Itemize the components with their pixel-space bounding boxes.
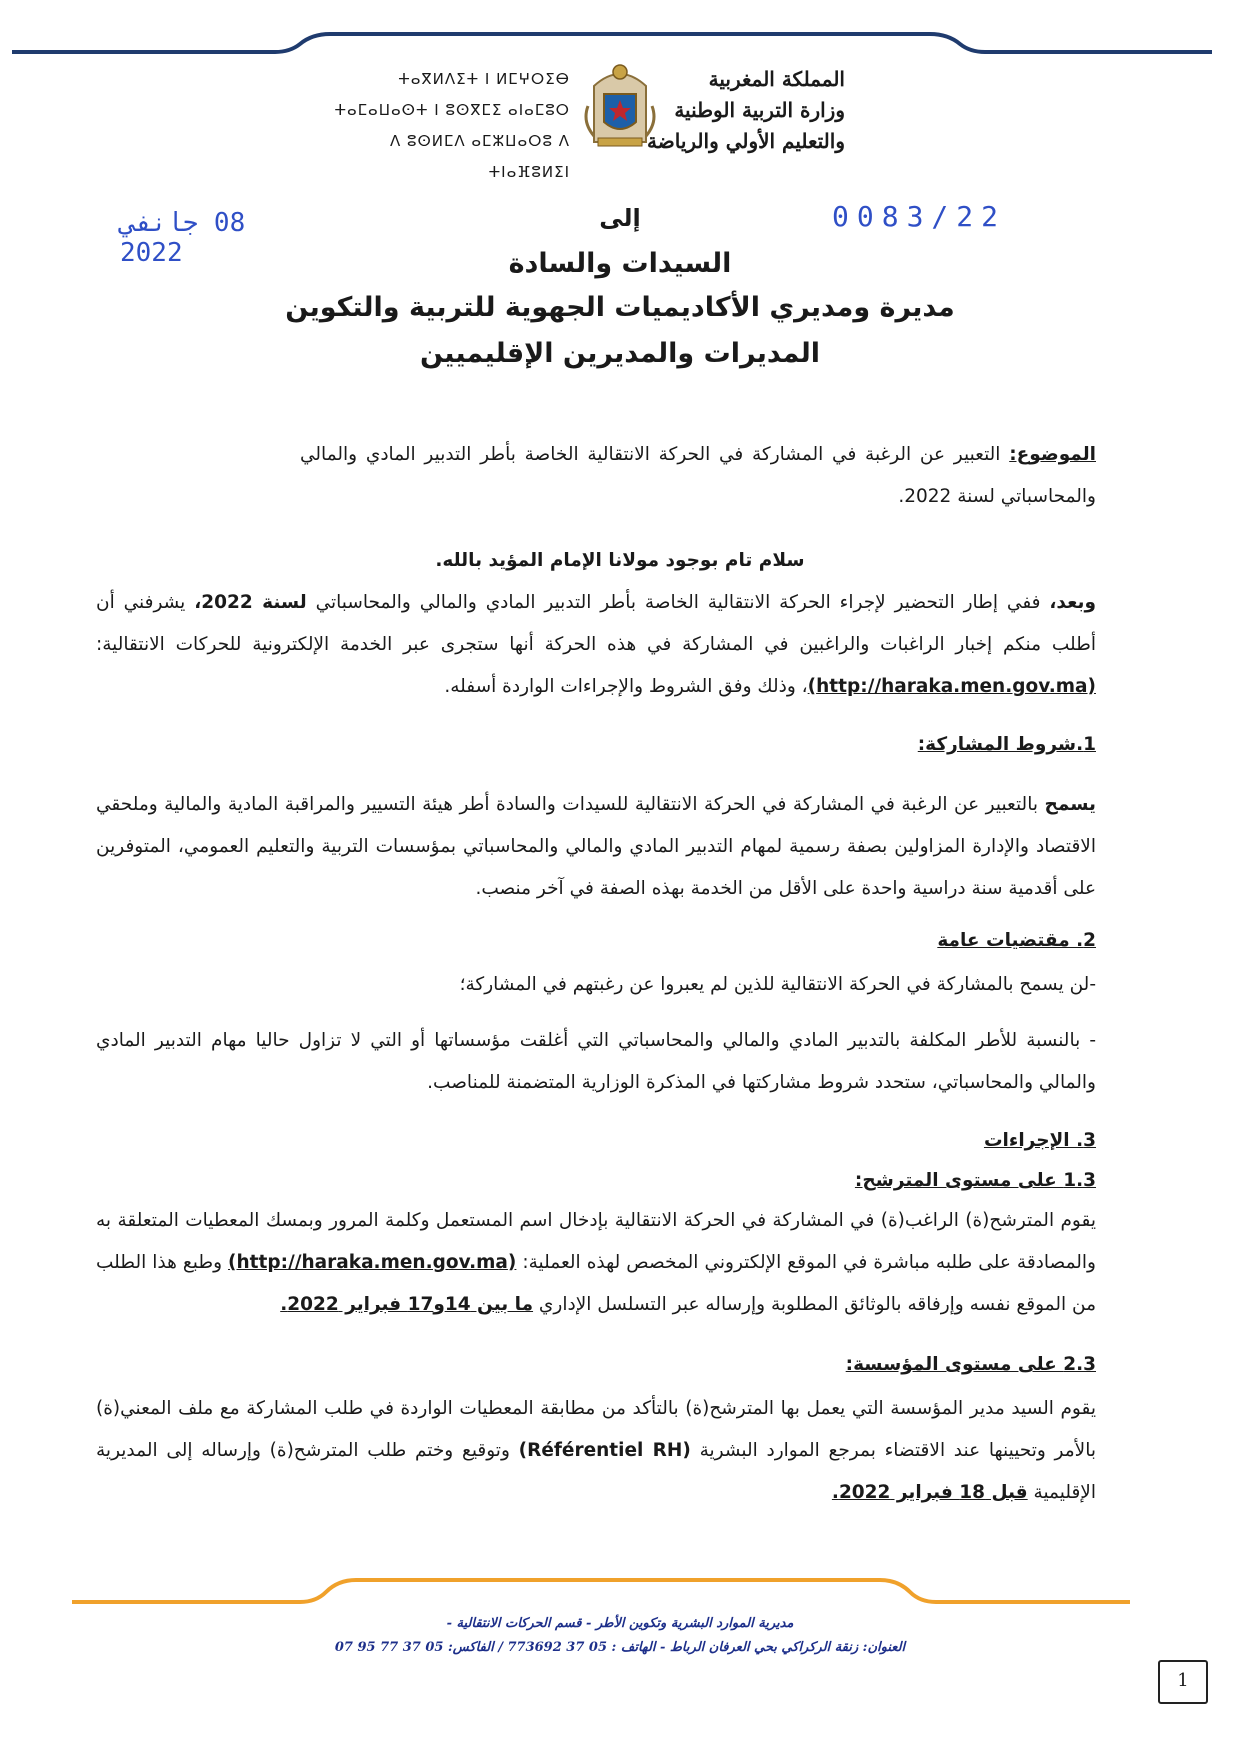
footer-department: مديرية الموارد البشرية وتكوين الأطر - قسم الحركات الانتقالية - bbox=[446, 1616, 794, 1631]
referentiel-rh: (Référentiel RH) bbox=[518, 1440, 691, 1461]
kingdom-name: المملكة المغربية bbox=[708, 67, 845, 91]
footer-address: العنوان: زنقة الركراكي بحي العرفان الرباط - الهاتف : 05 37 773692 / الفاكس: 05 37 77 95 07 bbox=[334, 1640, 906, 1655]
ministry-line-2: والتعليم الأولي والرياضة bbox=[647, 129, 845, 153]
section-3-2-paragraph bbox=[96, 1388, 1096, 1514]
date-stamp: 08 جانفي 2022 bbox=[120, 208, 246, 268]
subject-label: الموضوع: bbox=[1009, 444, 1096, 465]
intro-lead: وبعد، bbox=[1049, 592, 1096, 613]
section-1-text: بالتعبير عن الرغبة في المشاركة في الحركة الانتقالية للسيدات والسادة أطر هيئة التسيير والمراقبة المادية والمالية وملحقي الاقتصاد والإدارة المزاولين بصفة رسمية لمهام التدبير المادي والمالي والمحاسباتي بمؤسسات التربية والتعليم العمومي، المتوفرين على أقدمية سنة دراسية واحدة على الأقل من الخدمة بهذه الصفة في آخر منصب. bbox=[96, 794, 1096, 899]
page-number-box bbox=[1158, 1660, 1208, 1704]
intro-text-1: ففي إطار التحضير لإجراء الحركة الانتقالية الخاصة بأطر التدبير المادي والمالي والمحاسباتي bbox=[306, 592, 1050, 613]
haraka-link[interactable]: (http://haraka.men.gov.ma) bbox=[807, 676, 1096, 697]
intro-text-2: يشرفني أن أطلب منكم إخبار الراغبات والراغبين في المشاركة في هذه الحركة أنها ستجرى عبر الخدمة الإلكترونية للحركات الانتقالية: bbox=[96, 592, 1096, 655]
haraka-link-2[interactable]: (http://haraka.men.gov.ma) bbox=[228, 1252, 517, 1273]
section-1-title: 1.شروط المشاركة: bbox=[917, 734, 1096, 755]
section-2-item-2: - بالنسبة للأطر المكلفة بالتدبير المادي والمالي والمحاسباتي التي أغلقت مؤسساتها أو التي لا تزاول حاليا مهام التدبير المادي والمالي والمحاسباتي، ستحدد شروط مشاركتها في المذكرة الوزارية المتضمنة للمناصب. bbox=[96, 1030, 1096, 1093]
addressee-line-1: السيدات والسادة bbox=[508, 248, 732, 279]
addressee-line-3: المديرات والمديرين الإقليميين bbox=[420, 338, 820, 369]
intro-year: لسنة 2022، bbox=[194, 592, 307, 613]
ministry-line-1: وزارة التربية الوطنية bbox=[674, 98, 845, 122]
section-3-1-text-1: يقوم المترشح(ة) الراغب(ة) في المشاركة في الحركة الانتقالية بإدخال اسم المستعمل وكلمة المرور وبمسك المعطيات المتعلقة به والمصادقة على طلبه مباشرة في الموقع الإلكتروني المخصص لهذه العملية: bbox=[96, 1210, 1096, 1273]
greeting: سلام تام بوجود مولانا الإمام المؤيد بالله. bbox=[435, 550, 805, 571]
reference-stamp: 0083/22 bbox=[832, 200, 1007, 233]
section-3-1-deadline: ما بين 14و17 فبراير 2022. bbox=[280, 1294, 534, 1315]
tifinagh-line-1: ⵜⴰⴳⵍⴷⵉⵜ ⵏ ⵍⵎⵖⵔⵉⴱ bbox=[398, 70, 570, 88]
section-3-1-text-2: وطبع هذا الطلب من الموقع نفسه وإرفاقه بالوثائق المطلوبة وإرساله عبر التسلسل الإداري bbox=[96, 1252, 1096, 1315]
tifinagh-line-2: ⵜⴰⵎⴰⵡⴰⵙⵜ ⵏ ⵓⵙⴳⵎⵉ ⴰⵏⴰⵎⵓⵔ bbox=[334, 101, 570, 119]
section-3-1-paragraph bbox=[96, 1200, 1096, 1326]
section-1-lead: يسمح bbox=[1044, 794, 1096, 815]
addressee-line-2: مديرة ومديري الأكاديميات الجهوية للتربية والتكوين bbox=[285, 292, 955, 323]
tifinagh-line-3: ⴷ ⵓⵙⵍⵎⴷ ⴰⵎⵣⵡⴰⵔⵓ ⴷ ⵜⵏⴰⴼⵓⵍⵉⵏ bbox=[389, 132, 570, 181]
section-3-2-text-1: يقوم السيد مدير المؤسسة التي يعمل بها المترشح(ة) بالتأكد من مطابقة المعطيات الواردة في طلب المشاركة مع ملف المعني(ة) بالأمر وتحيينها عند الاقتضاء بمرجع الموارد البشرية bbox=[96, 1398, 1096, 1461]
section-3-2-deadline: قبل 18 فبراير 2022. bbox=[831, 1482, 1028, 1503]
section-3-1-title: 1.3 على مستوى المترشح: bbox=[854, 1170, 1096, 1191]
section-3-2-title: 2.3 على مستوى المؤسسة: bbox=[845, 1354, 1096, 1375]
section-3-2-text-2: وتوقيع وختم طلب المترشح(ة) وإرساله إلى المديرية الإقليمية bbox=[96, 1440, 1096, 1503]
section-2-item-1: -لن يسمح بالمشاركة في الحركة الانتقالية للذين لم يعبروا عن رغبتهم في المشاركة؛ bbox=[459, 974, 1096, 995]
section-2-title: 2. مقتضيات عامة bbox=[937, 930, 1096, 951]
subject-text: التعبير عن الرغبة في المشاركة في الحركة الانتقالية الخاصة بأطر التدبير المادي والمالي والمحاسباتي لسنة 2022. bbox=[300, 444, 1096, 507]
ministry-name-tifinagh bbox=[330, 64, 570, 188]
section-1-paragraph bbox=[96, 784, 1096, 910]
royal-emblem-icon bbox=[572, 56, 668, 152]
footer-rule bbox=[0, 1552, 1240, 1612]
section-3-title: 3. الإجراءات bbox=[983, 1130, 1096, 1151]
intro-text-3: ، وذلك وفق الشروط والإجراءات الواردة أسفله. bbox=[444, 676, 808, 697]
intro-paragraph bbox=[96, 582, 1096, 708]
page-number: 1 bbox=[1177, 1670, 1189, 1691]
addressee-to: إلى bbox=[599, 204, 641, 232]
subject bbox=[300, 434, 1096, 518]
